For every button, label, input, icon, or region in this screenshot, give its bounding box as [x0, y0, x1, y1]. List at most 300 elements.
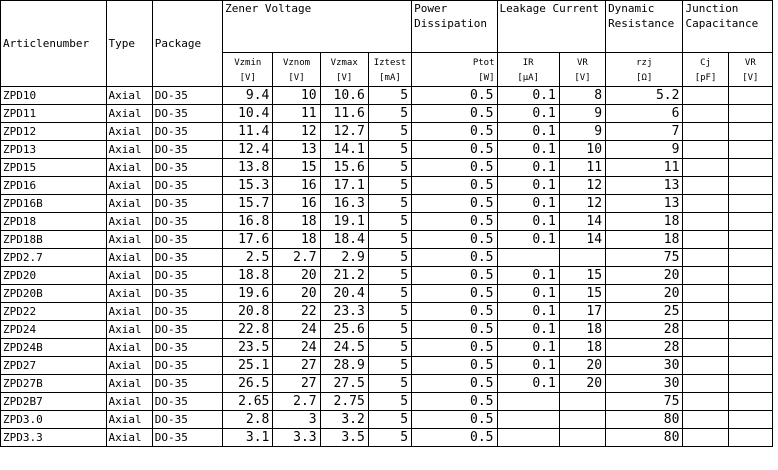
- table-row: [1, 249, 773, 267]
- header-articlenumber: Articlenumber: [1, 1, 107, 87]
- cell-cj: [683, 393, 728, 411]
- cell-ir: 0.1: [497, 213, 559, 231]
- cell-iztest: 5: [368, 231, 411, 249]
- cell-cj: [683, 123, 728, 141]
- cell-iztest: 5: [368, 87, 411, 105]
- cell-package: DO-35: [152, 303, 222, 321]
- cell-vr-junction: [728, 231, 772, 249]
- cell-package: DO-35: [152, 249, 222, 267]
- cell-vr-leakage: 9: [559, 105, 605, 123]
- table-row: [1, 159, 773, 177]
- table-row: [1, 375, 773, 393]
- cell-article: ZPD2.7: [1, 249, 107, 267]
- cell-rzj: 18: [606, 213, 683, 231]
- cell-iztest: 5: [368, 375, 411, 393]
- cell-vzmax: 17.1: [320, 177, 368, 195]
- table-row: [1, 141, 773, 159]
- cell-vr-leakage: 9: [559, 123, 605, 141]
- cell-package: DO-35: [152, 123, 222, 141]
- cell-vzmin: 20.8: [223, 303, 273, 321]
- cell-vr-junction: [728, 375, 772, 393]
- cell-iztest: 5: [368, 159, 411, 177]
- cell-vr-junction: [728, 267, 772, 285]
- cell-vr-leakage: 14: [559, 231, 605, 249]
- cell-cj: [683, 141, 728, 159]
- cell-article: ZPD27B: [1, 375, 107, 393]
- subheader-vzmin: Vzmin [V]: [223, 53, 273, 87]
- table-row: [1, 177, 773, 195]
- cell-rzj: 7: [606, 123, 683, 141]
- cell-package: DO-35: [152, 321, 222, 339]
- cell-vznom: 10: [273, 87, 320, 105]
- cell-rzj: 30: [606, 357, 683, 375]
- cell-package: DO-35: [152, 87, 222, 105]
- cell-vr-junction: [728, 249, 772, 267]
- table-row: [1, 87, 773, 105]
- cell-vr-leakage: 15: [559, 267, 605, 285]
- cell-vznom: 22: [273, 303, 320, 321]
- cell-ir: 0.1: [497, 285, 559, 303]
- cell-ir: 0.1: [497, 357, 559, 375]
- cell-ir: 0.1: [497, 141, 559, 159]
- cell-vzmax: 27.5: [320, 375, 368, 393]
- cell-vzmax: 18.4: [320, 231, 368, 249]
- cell-vr-leakage: 20: [559, 357, 605, 375]
- cell-ptot: 0.5: [412, 249, 497, 267]
- cell-iztest: 5: [368, 393, 411, 411]
- cell-rzj: 80: [606, 411, 683, 429]
- cell-iztest: 5: [368, 303, 411, 321]
- table-body: [1, 87, 773, 447]
- cell-package: DO-35: [152, 231, 222, 249]
- cell-iztest: 5: [368, 141, 411, 159]
- table-row: [1, 321, 773, 339]
- cell-cj: [683, 429, 728, 447]
- cell-ptot: 0.5: [412, 231, 497, 249]
- subheader-cj: Cj [pF]: [683, 53, 728, 87]
- table-row: [1, 303, 773, 321]
- table-row: [1, 195, 773, 213]
- cell-article: ZPD3.3: [1, 429, 107, 447]
- cell-vr-leakage: [559, 411, 605, 429]
- cell-package: DO-35: [152, 285, 222, 303]
- header-leakage-current: Leakage Current: [497, 1, 606, 53]
- cell-rzj: 18: [606, 231, 683, 249]
- cell-ir: 0.1: [497, 159, 559, 177]
- cell-vr-leakage: 17: [559, 303, 605, 321]
- cell-vznom: 2.7: [273, 393, 320, 411]
- cell-vznom: 18: [273, 231, 320, 249]
- cell-vzmax: 21.2: [320, 267, 368, 285]
- cell-vznom: 11: [273, 105, 320, 123]
- cell-article: ZPD24: [1, 321, 107, 339]
- cell-vzmax: 20.4: [320, 285, 368, 303]
- cell-cj: [683, 357, 728, 375]
- cell-ir: 0.1: [497, 303, 559, 321]
- cell-vzmax: 11.6: [320, 105, 368, 123]
- cell-type: Axial: [106, 177, 152, 195]
- header-junction-capacitance: Junction Capacitance: [683, 1, 773, 53]
- cell-vzmax: 3.5: [320, 429, 368, 447]
- subheader-iztest: Iztest [mA]: [368, 53, 411, 87]
- cell-iztest: 5: [368, 411, 411, 429]
- table-row: [1, 267, 773, 285]
- cell-vr-junction: [728, 195, 772, 213]
- cell-article: ZPD24B: [1, 339, 107, 357]
- cell-cj: [683, 231, 728, 249]
- cell-vzmax: 10.6: [320, 87, 368, 105]
- cell-article: ZPD18B: [1, 231, 107, 249]
- cell-vznom: 27: [273, 375, 320, 393]
- table-row: [1, 213, 773, 231]
- cell-ptot: 0.5: [412, 339, 497, 357]
- cell-vr-junction: [728, 105, 772, 123]
- cell-rzj: 20: [606, 285, 683, 303]
- cell-package: DO-35: [152, 141, 222, 159]
- cell-ptot: 0.5: [412, 105, 497, 123]
- cell-package: DO-35: [152, 267, 222, 285]
- cell-iztest: 5: [368, 123, 411, 141]
- cell-cj: [683, 249, 728, 267]
- cell-vzmax: 28.9: [320, 357, 368, 375]
- cell-ptot: 0.5: [412, 177, 497, 195]
- cell-vzmax: 25.6: [320, 321, 368, 339]
- cell-vr-junction: [728, 411, 772, 429]
- cell-type: Axial: [106, 231, 152, 249]
- cell-package: DO-35: [152, 429, 222, 447]
- cell-vzmin: 18.8: [223, 267, 273, 285]
- subheader-vr-junction: VR [V]: [728, 53, 772, 87]
- cell-ptot: 0.5: [412, 141, 497, 159]
- cell-ir: 0.1: [497, 177, 559, 195]
- cell-vr-junction: [728, 123, 772, 141]
- cell-vr-leakage: 14: [559, 213, 605, 231]
- cell-ir: 0.1: [497, 339, 559, 357]
- cell-type: Axial: [106, 141, 152, 159]
- cell-type: Axial: [106, 213, 152, 231]
- cell-vzmin: 2.65: [223, 393, 273, 411]
- cell-cj: [683, 321, 728, 339]
- subheader-ptot: Ptot [W]: [412, 53, 497, 87]
- cell-package: DO-35: [152, 213, 222, 231]
- cell-ir: [497, 393, 559, 411]
- header-type: Type: [106, 1, 152, 87]
- table-row: [1, 393, 773, 411]
- cell-rzj: 30: [606, 375, 683, 393]
- cell-vr-junction: [728, 357, 772, 375]
- cell-rzj: 28: [606, 339, 683, 357]
- cell-type: Axial: [106, 393, 152, 411]
- cell-iztest: 5: [368, 321, 411, 339]
- cell-package: DO-35: [152, 393, 222, 411]
- cell-ir: 0.1: [497, 375, 559, 393]
- header-zener-voltage: Zener Voltage: [223, 1, 412, 53]
- cell-package: DO-35: [152, 195, 222, 213]
- cell-iztest: 5: [368, 105, 411, 123]
- cell-type: Axial: [106, 87, 152, 105]
- cell-ptot: 0.5: [412, 429, 497, 447]
- cell-rzj: 80: [606, 429, 683, 447]
- cell-vr-junction: [728, 321, 772, 339]
- cell-cj: [683, 339, 728, 357]
- cell-ir: [497, 411, 559, 429]
- cell-article: ZPD22: [1, 303, 107, 321]
- cell-ptot: 0.5: [412, 213, 497, 231]
- cell-ir: [497, 249, 559, 267]
- cell-ir: 0.1: [497, 195, 559, 213]
- cell-vr-leakage: [559, 429, 605, 447]
- cell-package: DO-35: [152, 105, 222, 123]
- subheader-ir: IR [μA]: [497, 53, 559, 87]
- cell-rzj: 28: [606, 321, 683, 339]
- cell-cj: [683, 87, 728, 105]
- cell-vznom: 15: [273, 159, 320, 177]
- cell-type: Axial: [106, 105, 152, 123]
- cell-cj: [683, 285, 728, 303]
- cell-rzj: 11: [606, 159, 683, 177]
- cell-ptot: 0.5: [412, 393, 497, 411]
- cell-vr-leakage: 11: [559, 159, 605, 177]
- cell-vr-leakage: 12: [559, 195, 605, 213]
- cell-vr-leakage: 12: [559, 177, 605, 195]
- cell-vr-junction: [728, 339, 772, 357]
- cell-ir: 0.1: [497, 105, 559, 123]
- cell-vzmin: 2.5: [223, 249, 273, 267]
- cell-vr-junction: [728, 393, 772, 411]
- cell-rzj: 75: [606, 393, 683, 411]
- cell-cj: [683, 105, 728, 123]
- cell-article: ZPD20B: [1, 285, 107, 303]
- cell-package: DO-35: [152, 411, 222, 429]
- table-row: [1, 411, 773, 429]
- cell-iztest: 5: [368, 177, 411, 195]
- cell-vr-junction: [728, 87, 772, 105]
- subheader-vznom: Vznom [V]: [273, 53, 320, 87]
- cell-cj: [683, 411, 728, 429]
- cell-iztest: 5: [368, 213, 411, 231]
- cell-ir: [497, 429, 559, 447]
- table-row: [1, 105, 773, 123]
- cell-iztest: 5: [368, 339, 411, 357]
- cell-iztest: 5: [368, 249, 411, 267]
- cell-article: ZPD12: [1, 123, 107, 141]
- cell-vr-junction: [728, 141, 772, 159]
- cell-ptot: 0.5: [412, 267, 497, 285]
- cell-article: ZPD18: [1, 213, 107, 231]
- cell-vr-leakage: 18: [559, 339, 605, 357]
- table-row: [1, 357, 773, 375]
- cell-vzmin: 26.5: [223, 375, 273, 393]
- cell-vzmin: 2.8: [223, 411, 273, 429]
- table-row: [1, 123, 773, 141]
- cell-type: Axial: [106, 429, 152, 447]
- cell-vznom: 27: [273, 357, 320, 375]
- cell-vr-junction: [728, 429, 772, 447]
- cell-ptot: 0.5: [412, 285, 497, 303]
- cell-vzmin: 10.4: [223, 105, 273, 123]
- cell-vzmin: 3.1: [223, 429, 273, 447]
- cell-vzmin: 25.1: [223, 357, 273, 375]
- cell-vr-leakage: 10: [559, 141, 605, 159]
- cell-article: ZPD16: [1, 177, 107, 195]
- cell-vr-leakage: [559, 393, 605, 411]
- cell-article: ZPD10: [1, 87, 107, 105]
- cell-vznom: 3.3: [273, 429, 320, 447]
- cell-article: ZPD11: [1, 105, 107, 123]
- cell-iztest: 5: [368, 195, 411, 213]
- cell-ir: 0.1: [497, 87, 559, 105]
- subheader-vr-leakage: VR [V]: [559, 53, 605, 87]
- cell-ir: 0.1: [497, 231, 559, 249]
- cell-vznom: 13: [273, 141, 320, 159]
- cell-rzj: 9: [606, 141, 683, 159]
- table-header: [1, 1, 773, 87]
- cell-cj: [683, 303, 728, 321]
- table-row: [1, 339, 773, 357]
- cell-type: Axial: [106, 303, 152, 321]
- cell-rzj: 13: [606, 177, 683, 195]
- cell-vzmax: 16.3: [320, 195, 368, 213]
- header-power-dissipation: Power Dissipation: [412, 1, 497, 53]
- cell-vzmin: 13.8: [223, 159, 273, 177]
- cell-type: Axial: [106, 357, 152, 375]
- subheader-rzj: rzj [Ω]: [606, 53, 683, 87]
- cell-vzmax: 2.9: [320, 249, 368, 267]
- table-row: [1, 231, 773, 249]
- cell-article: ZPD3.0: [1, 411, 107, 429]
- cell-type: Axial: [106, 411, 152, 429]
- cell-package: DO-35: [152, 357, 222, 375]
- cell-article: ZPD20: [1, 267, 107, 285]
- cell-ptot: 0.5: [412, 303, 497, 321]
- cell-vr-junction: [728, 177, 772, 195]
- cell-vznom: 12: [273, 123, 320, 141]
- cell-type: Axial: [106, 195, 152, 213]
- cell-vznom: 24: [273, 339, 320, 357]
- cell-vznom: 2.7: [273, 249, 320, 267]
- cell-ptot: 0.5: [412, 321, 497, 339]
- cell-ir: 0.1: [497, 267, 559, 285]
- cell-article: ZPD27: [1, 357, 107, 375]
- cell-type: Axial: [106, 375, 152, 393]
- cell-iztest: 5: [368, 429, 411, 447]
- cell-vzmin: 11.4: [223, 123, 273, 141]
- cell-vr-junction: [728, 285, 772, 303]
- cell-vr-junction: [728, 213, 772, 231]
- header-dynamic-resistance: Dynamic Resistance: [606, 1, 683, 53]
- cell-package: DO-35: [152, 375, 222, 393]
- cell-vzmax: 14.1: [320, 141, 368, 159]
- cell-type: Axial: [106, 339, 152, 357]
- cell-type: Axial: [106, 321, 152, 339]
- cell-package: DO-35: [152, 159, 222, 177]
- cell-vzmin: 15.7: [223, 195, 273, 213]
- cell-ptot: 0.5: [412, 87, 497, 105]
- cell-vzmax: 12.7: [320, 123, 368, 141]
- cell-vzmax: 2.75: [320, 393, 368, 411]
- cell-vzmin: 15.3: [223, 177, 273, 195]
- cell-rzj: 6: [606, 105, 683, 123]
- cell-vzmin: 12.4: [223, 141, 273, 159]
- cell-rzj: 75: [606, 249, 683, 267]
- cell-cj: [683, 267, 728, 285]
- cell-article: ZPD2B7: [1, 393, 107, 411]
- cell-vznom: 16: [273, 177, 320, 195]
- cell-vzmin: 17.6: [223, 231, 273, 249]
- cell-ptot: 0.5: [412, 375, 497, 393]
- cell-vznom: 16: [273, 195, 320, 213]
- cell-article: ZPD16B: [1, 195, 107, 213]
- cell-vr-leakage: [559, 249, 605, 267]
- cell-vzmin: 19.6: [223, 285, 273, 303]
- cell-rzj: 25: [606, 303, 683, 321]
- subheader-vzmax: Vzmax [V]: [320, 53, 368, 87]
- table-row: [1, 429, 773, 447]
- cell-vr-junction: [728, 303, 772, 321]
- cell-ptot: 0.5: [412, 357, 497, 375]
- cell-rzj: 13: [606, 195, 683, 213]
- cell-ptot: 0.5: [412, 159, 497, 177]
- table-row: [1, 285, 773, 303]
- header-package: Package: [152, 1, 222, 87]
- cell-type: Axial: [106, 249, 152, 267]
- cell-iztest: 5: [368, 267, 411, 285]
- cell-rzj: 5.2: [606, 87, 683, 105]
- cell-type: Axial: [106, 123, 152, 141]
- cell-vr-leakage: 8: [559, 87, 605, 105]
- cell-rzj: 20: [606, 267, 683, 285]
- cell-vzmax: 24.5: [320, 339, 368, 357]
- cell-vr-leakage: 18: [559, 321, 605, 339]
- cell-vzmin: 22.8: [223, 321, 273, 339]
- cell-cj: [683, 213, 728, 231]
- cell-cj: [683, 159, 728, 177]
- cell-cj: [683, 195, 728, 213]
- cell-package: DO-35: [152, 339, 222, 357]
- cell-ptot: 0.5: [412, 123, 497, 141]
- cell-vr-leakage: 15: [559, 285, 605, 303]
- cell-iztest: 5: [368, 285, 411, 303]
- cell-iztest: 5: [368, 357, 411, 375]
- cell-type: Axial: [106, 267, 152, 285]
- cell-type: Axial: [106, 159, 152, 177]
- cell-vzmin: 16.8: [223, 213, 273, 231]
- cell-ir: 0.1: [497, 123, 559, 141]
- cell-vznom: 20: [273, 285, 320, 303]
- cell-vznom: 3: [273, 411, 320, 429]
- cell-vzmin: 9.4: [223, 87, 273, 105]
- cell-vzmax: 3.2: [320, 411, 368, 429]
- cell-article: ZPD15: [1, 159, 107, 177]
- cell-vzmax: 23.3: [320, 303, 368, 321]
- cell-vznom: 18: [273, 213, 320, 231]
- cell-vr-leakage: 20: [559, 375, 605, 393]
- cell-vzmin: 23.5: [223, 339, 273, 357]
- cell-vzmax: 19.1: [320, 213, 368, 231]
- cell-vr-junction: [728, 159, 772, 177]
- cell-package: DO-35: [152, 177, 222, 195]
- cell-vznom: 20: [273, 267, 320, 285]
- cell-vznom: 24: [273, 321, 320, 339]
- cell-ptot: 0.5: [412, 411, 497, 429]
- cell-article: ZPD13: [1, 141, 107, 159]
- cell-cj: [683, 177, 728, 195]
- cell-ir: 0.1: [497, 321, 559, 339]
- cell-cj: [683, 375, 728, 393]
- cell-ptot: 0.5: [412, 195, 497, 213]
- cell-type: Axial: [106, 285, 152, 303]
- cell-vzmax: 15.6: [320, 159, 368, 177]
